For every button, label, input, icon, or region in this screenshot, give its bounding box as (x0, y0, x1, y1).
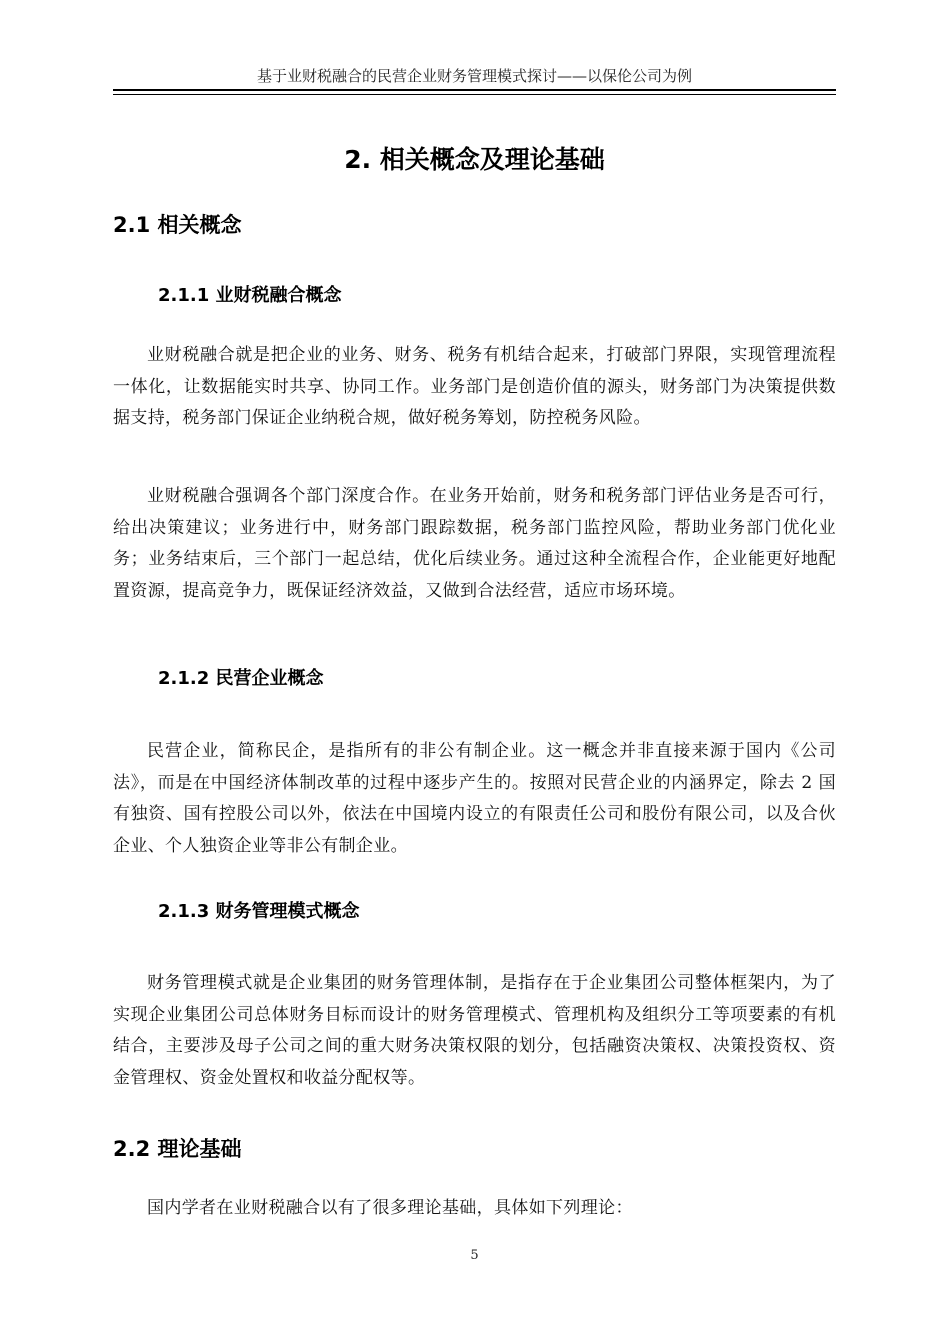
header-rule-thick (113, 89, 836, 91)
subsection-2-1-2-heading: 2.1.2 民营企业概念 (158, 668, 324, 689)
subsection-2-1-3-heading: 2.1.3 财务管理模式概念 (158, 901, 360, 922)
paragraph-2-2: 国内学者在业财税融合以有了很多理论基础，具体如下列理论： (147, 1198, 633, 1218)
paragraph-2-1-1-a: 业财税融合就是把企业的业务、财务、税务有机结合起来，打破部门界限，实现管理流程一体化，让数据能实时共享、协同工作。业务部门是创造价值的源头，财务部门为决策提供数据支持，税务部门保证企业纳税合规，做好税务筹划，防控税务风险。 (113, 345, 836, 428)
chapter-title: 2. 相关概念及理论基础 (344, 145, 605, 174)
paragraph-2-1-2: 民营企业，简称民企，是指所有的非公有制企业。这一概念并非直接来源于国内《公司法》，而是在中国经济体制改革的过程中逐步产生的。按照对民营企业的内涵界定，除去 2 国有独资、国有控股公司以外，依法在中国境内设立的有限责任公司和股份有限公司，以及合伙企业、个人独资企业等非公有制企业。 (113, 741, 836, 856)
header-rule-thin (113, 94, 836, 95)
running-header: 基于业财税融合的民营企业财务管理模式探讨——以保伦公司为例 (256, 67, 692, 85)
page-number: 5 (470, 1248, 479, 1263)
section-2-2-heading: 2.2 理论基础 (113, 1137, 242, 1161)
section-2-1-heading: 2.1 相关概念 (113, 213, 242, 237)
subsection-2-1-1-heading: 2.1.1 业财税融合概念 (158, 285, 342, 306)
paragraph-2-1-3: 财务管理模式就是企业集团的财务管理体制，是指存在于企业集团公司整体框架内，为了实现企业集团公司总体财务目标而设计的财务管理模式、管理机构及组织分工等项要素的有机结合，主要涉及母子公司之间的重大财务决策权限的划分，包括融资决策权、决策投资权、资金管理权、资金处置权和收益分配权等。 (113, 973, 836, 1088)
paragraph-2-1-1-b: 业财税融合强调各个部门深度合作。在业务开始前，财务和税务部门评估业务是否可行，给出决策建议；业务进行中，财务部门跟踪数据，税务部门监控风险，帮助业务部门优化业务；业务结束后，三个部门一起总结，优化后续业务。通过这种全流程合作，企业能更好地配置资源，提高竞争力，既保证经济效益，又做到合法经营，适应市场环境。 (113, 486, 836, 601)
